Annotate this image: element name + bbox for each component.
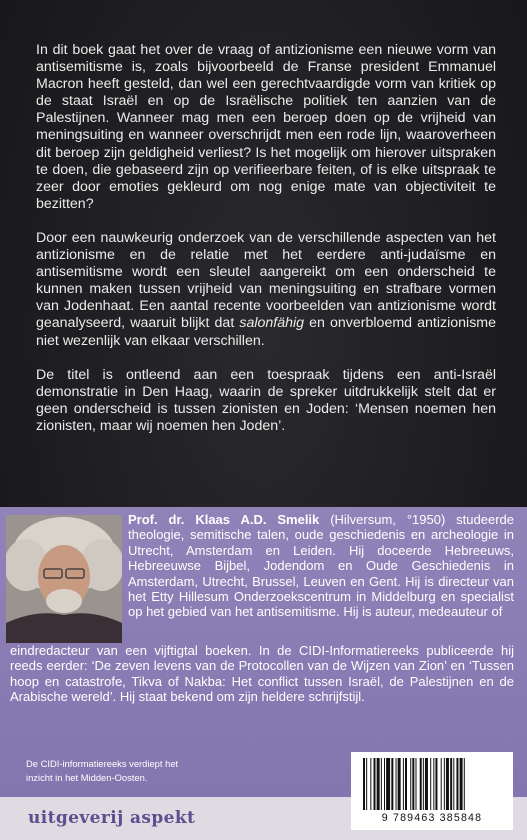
author-photo: [6, 515, 122, 643]
barcode-bar: [403, 758, 404, 810]
barcode-bar: [412, 758, 414, 810]
barcode-bar: [435, 758, 437, 810]
barcode-bar: [446, 758, 449, 810]
series-note-line-2: inzicht in het Midden-Oosten.: [26, 772, 148, 783]
barcode-bar: [423, 758, 424, 810]
barcode-bar: [441, 758, 442, 810]
author-bio-continued: eindredacteur van een vijftigtal boeken. In de CIDI-Informatiereeks publiceerde hij reeds eerder: ‘De zeven levens van de Protocollen van de Wijzen van Zion’ en ‘Tussen hoop en catastrofe, Tikva of Nakba: Het conflict tussen Israël, de Palestijnen en de Arabische wereld’. Hij staat bekend om zijn heldere schrijfstijl.: [10, 643, 514, 705]
barcode-bar: [444, 758, 445, 810]
author-portrait-image: [6, 515, 122, 643]
barcode-bars: [361, 758, 506, 810]
author-bio-text: (Hilversum, °1950) studeerde theologie, semitische talen, oude geschiedenis en archeologie in Utrecht, Amsterdam en Leiden. Hij doceerde Hebreeuws, Hebreeuwse Bijbel, Jodendom en Oude Geschiedenis in Amsterdam, Utrecht, Brussel, Leuven en Gent. Hij is directeur van het Etty Hillesum Onderzoekscentrum in Middelburg en specialist op het gebied van het antisemitisme. Hij is auteur, medeauteur of: [128, 512, 515, 620]
barcode-bar: [410, 758, 411, 810]
barcode-bar: [398, 758, 401, 810]
barcode-bar: [381, 758, 382, 810]
barcode-bar: [370, 758, 371, 810]
barcode-bar: [384, 758, 385, 810]
barcode-bar: [433, 758, 434, 810]
isbn-number: 9 789463 385848: [381, 812, 483, 824]
barcode-bar: [363, 758, 365, 810]
series-note-line-1: De CIDI-informatiereeks verdiept het: [26, 758, 179, 769]
barcode-bar: [456, 758, 458, 810]
author-bio: [128, 512, 514, 620]
series-note: [26, 757, 266, 785]
barcode-bar: [420, 758, 422, 810]
barcode-bar: [374, 758, 376, 810]
barcode-bar: [450, 758, 452, 810]
barcode-bar: [377, 758, 380, 810]
barcode-bar: [416, 758, 417, 810]
barcode-bar: [430, 758, 431, 810]
publisher-logo: uitgeverij aspekt: [28, 808, 196, 828]
blurb-text: [36, 42, 496, 452]
barcode-bar: [396, 758, 397, 810]
blurb-paragraph-1: In dit boek gaat het over de vraag of antizionisme een nieuwe vorm van antisemitisme is, zoals bijvoorbeeld de Franse president Emmanuel Macron heeft gesteld, dan wel een gerechtvaardigde vorm van kritiek op de staat Israël en op de Israëlische politiek ten aanzien van de Palestijnen. Wanneer mag men een beroep doen op de vrijheid van meningsuiting en wanneer overschrijdt men een rode lijn, waaroverheen dit beroep zijn geldigheid verliest? Is het mogelijk om hierover uitspraken te doen, die gebaseerd zijn op verifieerbare feiten, of is elke uitspraak te zeer door emoties gekleurd om nog enige mate van objectiviteit te bezitten?: [36, 42, 496, 212]
barcode-bar: [460, 758, 463, 810]
blurb-paragraph-2: Door een nauwkeurig onderzoek van de verschillende aspecten van het antizionisme en de relatie met het eerdere anti-judaïsme en antisemitisme wordt een sleutel aangereikt om een onderscheid te kunnen maken tussen vrijheid van meningsuiting en strafbare vormen van Jodenhaat. Een aantal recente voorbeelden van antizionisme wordt geanalyseerd, waaruit blijkt dat salonfähig en onverbloemd antizionisme niet wezenlijk van elkaar verschillen.: [36, 229, 496, 349]
italic-term: salonfähig: [239, 315, 305, 332]
barcode-bar: [391, 758, 393, 810]
barcode-bar: [386, 758, 390, 810]
blurb-paragraph-3: De titel is ontleend aan een toespraak tijdens een anti-Israël demonstratie in Den Haag, waarin de spreker uitdrukkelijk stelt dat er geen onderscheid is tussen zionisten en Joden: ‘Mensen noemen hen zionisten, maar wij noemen hen Joden’.: [36, 366, 496, 434]
barcode-bar: [453, 758, 454, 810]
author-name: Prof. dr. Klaas A.D. Smelik: [128, 512, 320, 527]
barcode-bar: [405, 758, 407, 810]
barcode-bar: [464, 758, 465, 810]
barcode-bar: [366, 758, 367, 810]
barcode-bar: [425, 758, 428, 810]
